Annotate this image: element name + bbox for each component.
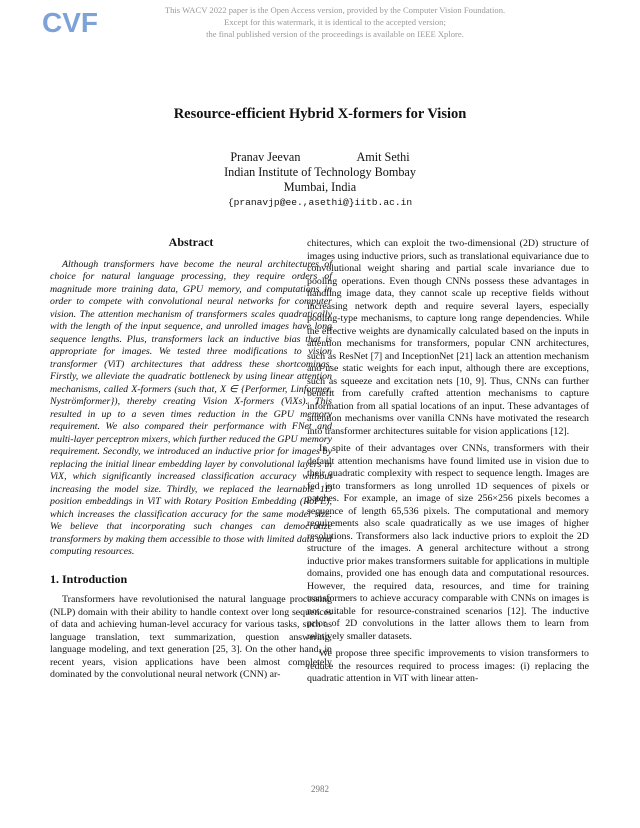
watermark-line: the final published version of the proceedings is available on IEEE Xplore. (206, 29, 464, 39)
paragraph: chitectures, which can exploit the two-dimensional (2D) structure of images using inductive priors, such as translational equivariance due to convolutional weight sharing and partial scale invariance due to pooling operations. Even though CNNs possess these advantages in handling image data, they cannot scale up receptive fields without increasing network depth and require several layers, especially pooling-type mechanisms, to capture long range dependencies. While the effective weights are dynamically calculated based on the inputs in attention mechanisms for transformers, popular CNN architectures, such as ResNet [7] and InceptionNet [21] lack an attention mechanism and use static weights for each input, although there are exceptions, such as squeeze and excitation nets [10, 9]. Thus, CNNs can further benefit from carefully crafted attention mechanisms to capture information from all spatial locations of an input. These advantages of attention mechanisms over vanilla CNNs have motivated the research into transformer architectures suitable for vision applications [12]. (307, 238, 589, 437)
watermark-line: Except for this watermark, it is identical to the accepted version; (224, 17, 446, 27)
author-name: Amit Sethi (356, 150, 410, 164)
watermark (120, 4, 550, 40)
cvf-logo (40, 6, 98, 38)
author-email: {pranavjp@ee.,asethi@}iitb.ac.in (227, 197, 413, 208)
abstract-text: Although transformers have become the neural architectures of choice for natural language processing, they require orders of magnitude more training data, GPU memory, and computations in order to compete with convolutional neural networks for computer vision. The attention mechanism of transformers scales quadratically with the length of the input sequence, and unrolled images have long sequence lengths. Plus, transformers lack an inductive bias that is appropriate for images. We tested three modifications to vision transformer (ViT) architectures that address these shortcomings. Firstly, we alleviate the quadratic bottleneck by using linear attention mechanisms, called X-formers (such that, X ∈ {Performer, Linformer, Nyströmformer}), thereby creating Vision X-formers (ViXs). This resulted in up to a seven times reduction in the GPU memory requirement. We also compared their performance with FNet and multi-layer perceptron mixers, which further reduced the GPU memory requirement. Secondly, we introduced an inductive prior for images by replacing the initial linear embedding layer by convolutional layers in ViX, which significantly increased classification accuracy without increasing the model size. Thirdly, we replaced the learnable 1D position embeddings in ViT with Rotary Position Embedding (RoPE), which increases the classification accuracy for the same model size. We believe that incorporating such changes can democratize transformers by making them accessible to those with limited data and computing resources. (50, 258, 332, 557)
paper-title: Resource-efficient Hybrid X-formers for Vision (173, 106, 467, 122)
author-block (0, 150, 640, 210)
cvf-logo-text: CVF (42, 7, 98, 38)
paragraph: We propose three specific improvements to vision transformers to reduce the resources required to process images: (i) replacing the quadratic attention in ViT with linear atten- (307, 648, 589, 684)
page-number: 2982 (311, 784, 329, 794)
author-name: Pranav Jeevan (230, 150, 301, 164)
affiliation-location: Mumbai, India (283, 180, 357, 194)
paragraph: In spite of their advantages over CNNs, transformers with their default attention mechanisms have found limited use in vision due to their quadratic complexity with respect to sequence length. Images are fed into transformers as long unrolled 1D sequences of pixels or patches. For example, an image of size 256×256 pixels becomes a sequence of length 65,536 pixels. The computational and memory requirements also scale quadratically as we use images of higher resolutions. Transformers also lack inductive priors to exploit the 2D structure of the images. A general architecture without a strong inductive prior makes transformers suitable for applications in multiple domains, provided one has enough data and computational resources. However, the required data, resources, and time for training transformers to achieve accuracy comparable with CNNs on images is not suitable for resource-constrained scenarios [12]. The inductive prior of 2D convolutions in the latter allows them to learn from relatively smaller datasets. (307, 443, 589, 642)
watermark-line: This WACV 2022 paper is the Open Access version, provided by the Computer Vision Foundation. (164, 5, 506, 15)
paragraph: Transformers have revolutionised the natural language processing (NLP) domain with their ability to handle context over long sequences of data and achieving human-level accuracy for various tasks, such as language translation, text summarization, question answering, language modeling, and text generation [25, 3]. On the other hand, in recent years, vision applications have been almost completely dominated by the convolutional neural network (CNN) ar- (50, 594, 332, 680)
left-column (50, 236, 332, 687)
right-column (307, 238, 589, 691)
section-heading: 1. Introduction (50, 571, 128, 586)
abstract-heading: Abstract (168, 235, 214, 249)
affiliation: Indian Institute of Technology Bombay (224, 165, 416, 179)
